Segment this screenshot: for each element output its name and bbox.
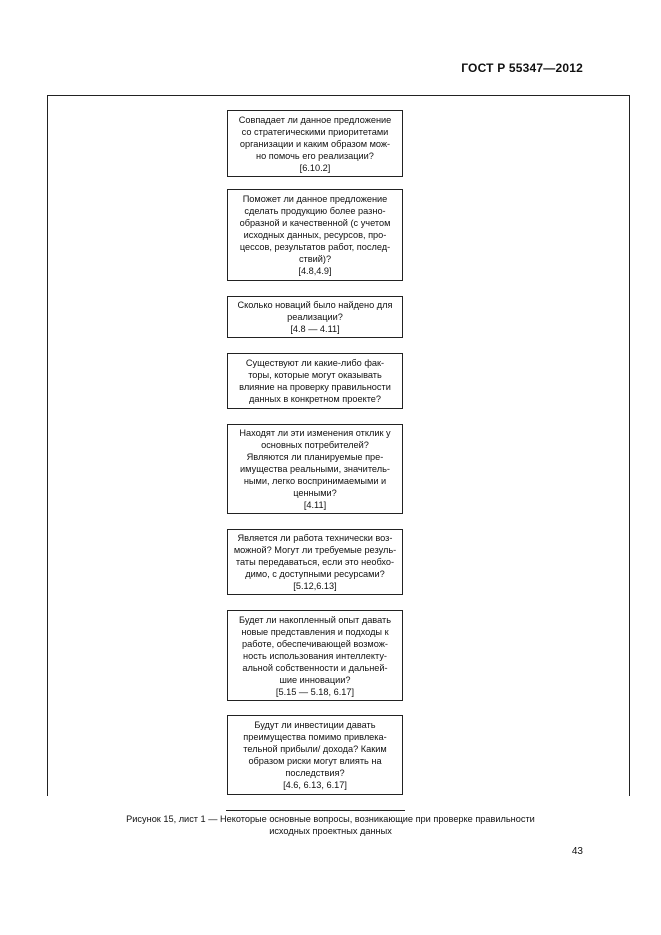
caption-rule: [226, 810, 405, 811]
question-box-investments: [227, 715, 403, 795]
question-box-technical-feasibility: [227, 529, 403, 595]
question-text: Будет ли накопленный опыт давать новые представления и подходы к работе, обеспечивающей возмож- ность использования интеллекту- альной собственности и дальней- шие инновации? [5.15 — 5.18, 6.17]: [239, 614, 391, 697]
question-text: Находят ли эти изменения отклик у основных потребителей? Являются ли планируемые пре- имущества реальными, значитель- ными, легко воспринимаемыми и ценными? [4.11]: [239, 428, 391, 510]
question-box-customer-response: [227, 424, 403, 514]
question-box-experience: [227, 610, 403, 701]
question-box-product-diversity: [227, 189, 403, 281]
question-text: Существуют ли какие-либо фак- торы, которые могут оказывать влияние на проверку правильности данных в конкретном проекте?: [239, 358, 391, 404]
question-text: Совпадает ли данное предложение со стратегическими приоритетами организации и каким образом мож- но помочь его реализации? [6.10.2]: [238, 114, 392, 173]
question-text: Будут ли инвестиции давать преимущества помимо привлека- тельной прибыли/ дохода? Каким образом риски могут влиять на последствия? [4.6, 6.13, 6.17]: [243, 720, 387, 790]
question-box-strategy: [227, 110, 403, 177]
question-text: Сколько новаций было найдено для реализации? [4.8 — 4.11]: [237, 300, 393, 334]
question-text: Поможет ли данное предложение сделать продукцию более разно- образной и качественной (с учетом исходных данных, ресурсов, про- цессов, результатов работ, послед- ствий)? [4.8,4.9]: [239, 194, 391, 276]
standard-header: ГОСТ Р 55347—2012: [461, 61, 583, 75]
question-text: Является ли работа технически воз- можной? Могут ли требуемые резуль- таты передаваться, если это необхо- димо, с доступными ресурсами? [5.12,6.13]: [233, 533, 397, 591]
question-box-influencing-factors: [227, 353, 403, 409]
page-number: 43: [571, 846, 583, 857]
question-box-innovations-count: [227, 296, 403, 338]
figure-caption: Рисунок 15, лист 1 — Некоторые основные вопросы, возникающие при проверке правильности исходных проектных данных: [126, 814, 535, 836]
